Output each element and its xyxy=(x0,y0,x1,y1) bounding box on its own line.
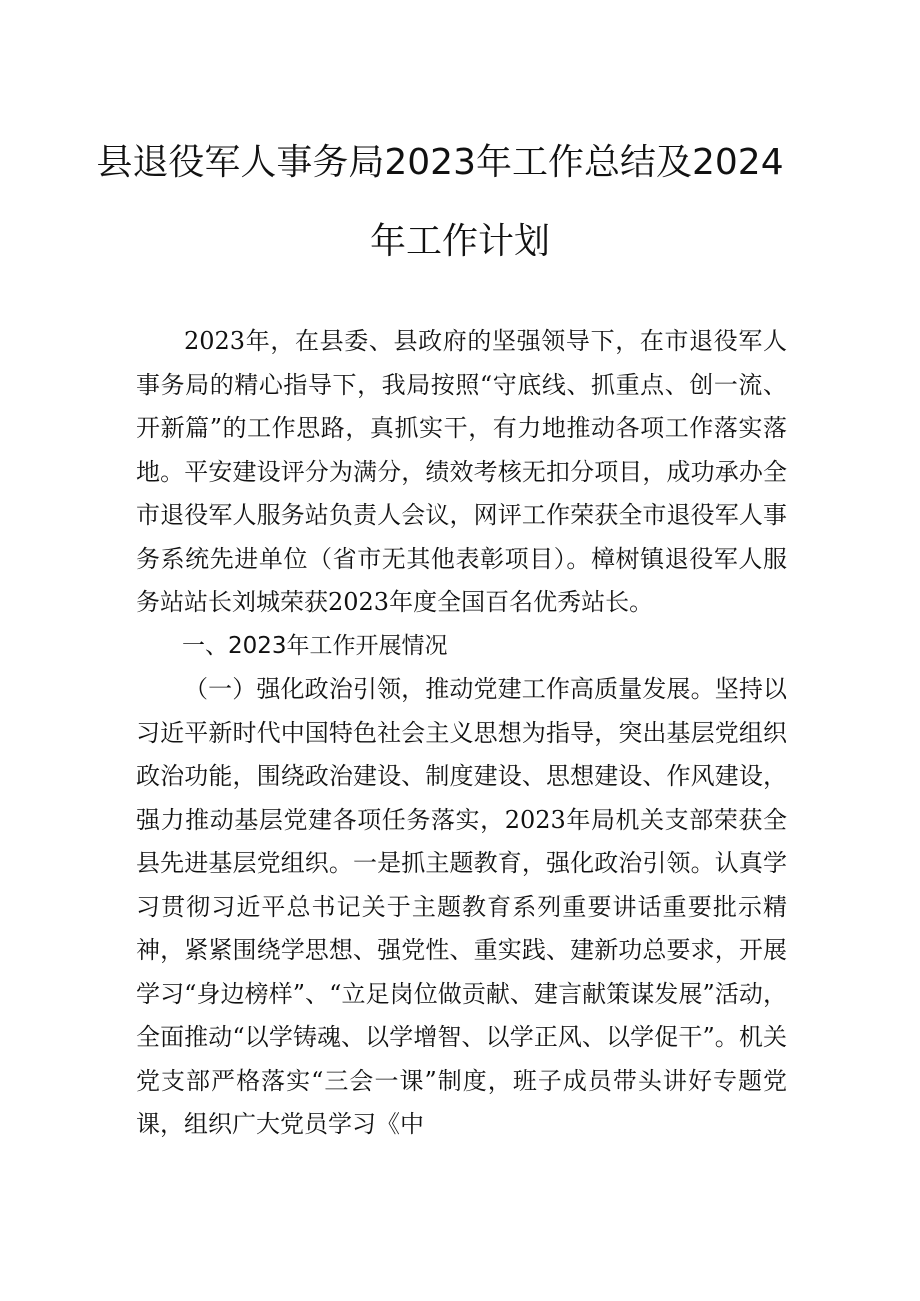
intro-paragraph: 2023年，在县委、县政府的坚强领导下，在市退役军人事务局的精心指导下，我局按照“守底线、抓重点、创一流、开新篇”的工作思路，真抓实干，有力地推动各项工作落实落地。平安建设评分为满分，绩效考核无扣分项目，成功承办全市退役军人服务站负责人会议，网评工作荣获全市退役军人事务系统先进单位（省市无其他表彰项目）。樟树镇退役军人服务站站长刘城荣获2023年度全国百名优秀站长。 xyxy=(136,327,787,616)
document-body xyxy=(136,320,787,1147)
section-heading: 一、2023年工作开展情况 xyxy=(182,632,448,659)
section-paragraph: （一）强化政治引领，推动党建工作高质量发展。坚持以习近平新时代中国特色社会主义思想为指导，突出基层党组织政治功能，围绕政治建设、制度建设、思想建设、作风建设，强力推动基层党建各项任务落实，2023年局机关支部荣获全县先进基层党组织。一是抓主题教育，强化政治引领。认真学习贯彻习近平总书记关于主题教育系列重要讲话重要批示精神，紧紧围绕学思想、强党性、重实践、建新功总要求，开展学习“身边榜样”、“立足岗位做贡献、建言献策谋发展”活动，全面推动“以学铸魂、以学增智、以学正风、以学促干”。机关党支部严格落实“三会一课”制度，班子成员带头讲好专题党课，组织广大党员学习《中 xyxy=(136,675,787,1138)
document-title-line-2: 年工作计划 xyxy=(369,221,550,262)
document-title-line-1: 县退役军人事务局2023年工作总结及2024 xyxy=(96,142,784,183)
